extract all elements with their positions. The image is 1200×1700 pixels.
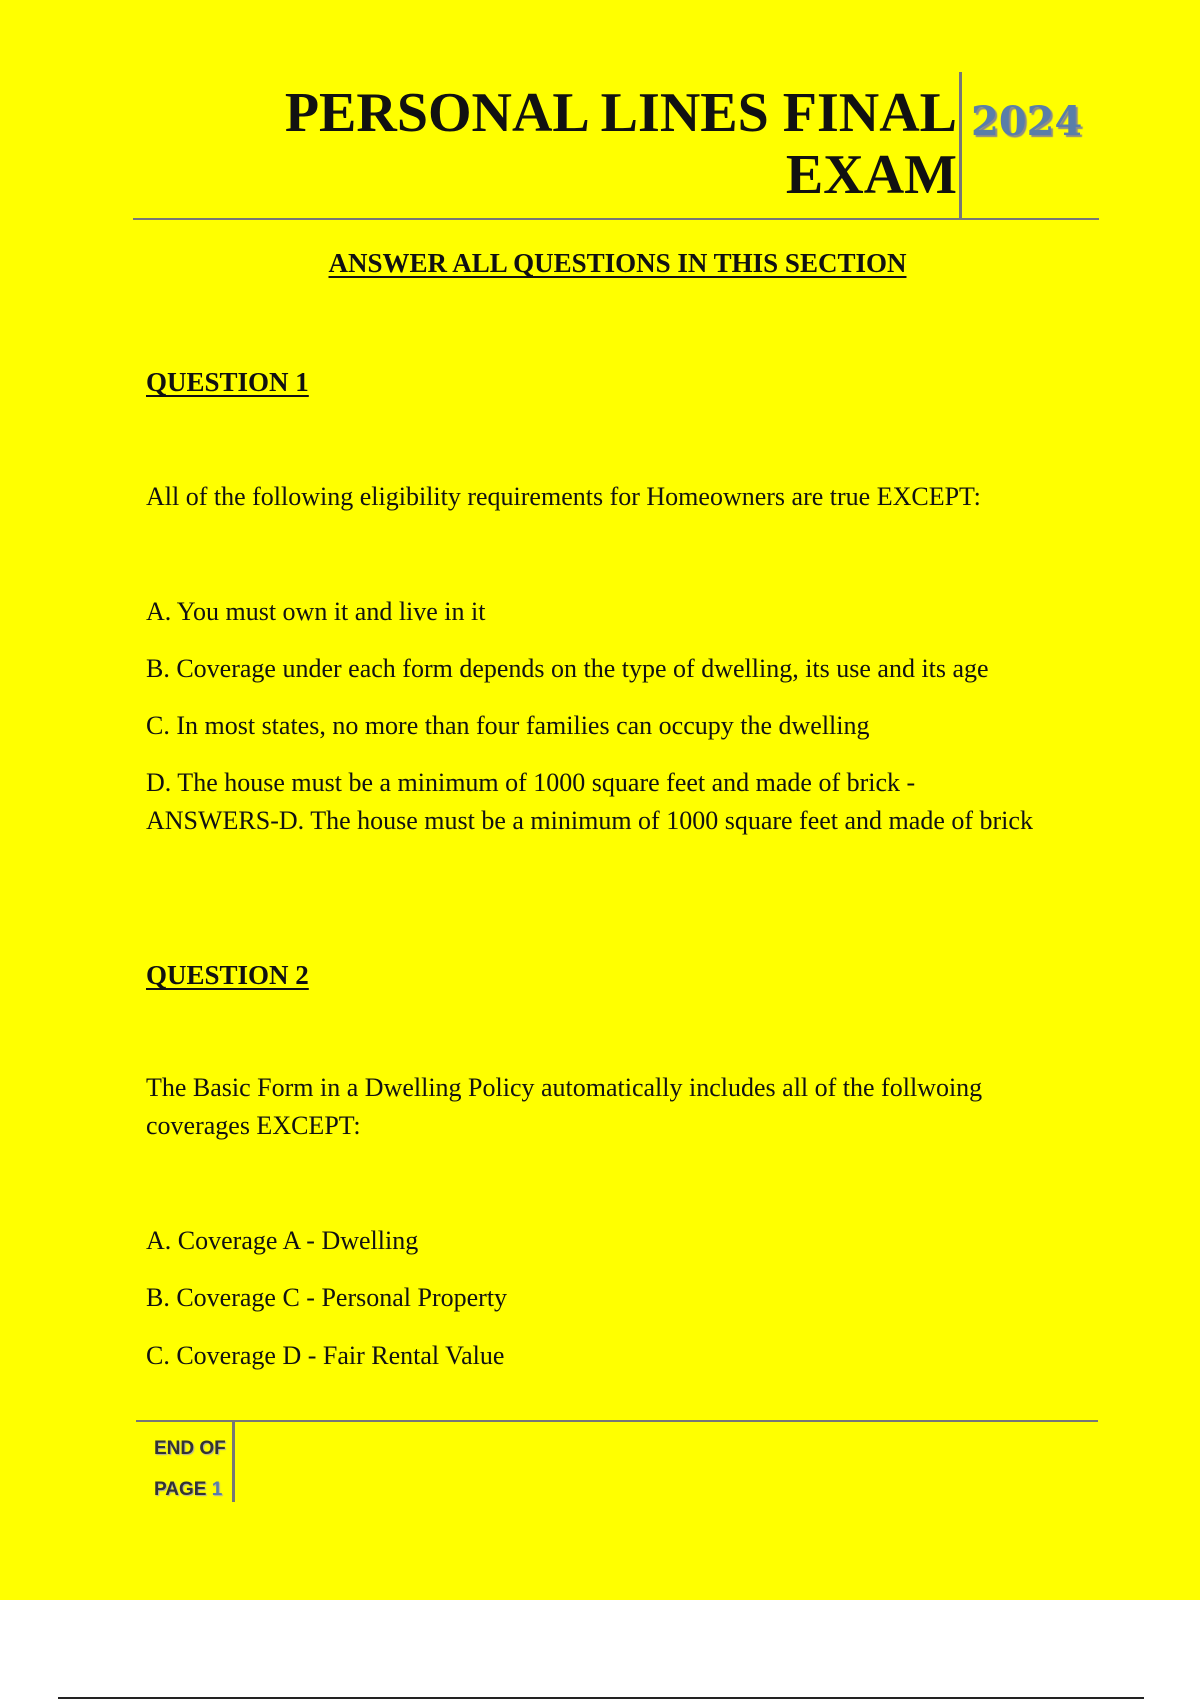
- bottom-rule: [58, 1697, 1144, 1699]
- question-1-option-c: C. In most states, no more than four families can occupy the dwelling: [146, 711, 870, 740]
- footer-end-of: END OF: [154, 1438, 226, 1459]
- footer-page-number: 1: [211, 1479, 223, 1500]
- question-2-option-b: B. Coverage C - Personal Property: [146, 1283, 508, 1312]
- question-1-option-b: B. Coverage under each form depends on the type of dwelling, its use and its age: [146, 654, 989, 683]
- question-1-prompt: All of the following eligibility requirements for Homeowners are true EXCEPT:: [146, 482, 981, 511]
- page-footer: [136, 1420, 1098, 1504]
- question-2-heading: QUESTION 2: [146, 960, 309, 990]
- exam-year: 2024: [971, 98, 1083, 145]
- question-1-heading: QUESTION 1: [146, 367, 309, 397]
- page-header: [133, 72, 1099, 220]
- exam-title-line-2: EXAM: [785, 144, 957, 206]
- question-2-option-a: A. Coverage A - Dwelling: [146, 1226, 419, 1255]
- footer-page-text: PAGE: [154, 1479, 207, 1500]
- section-heading: ANSWER ALL QUESTIONS IN THIS SECTION: [328, 248, 907, 278]
- question-2-option-c: C. Coverage D - Fair Rental Value: [146, 1341, 505, 1370]
- footer-page-label: [154, 1479, 222, 1501]
- question-2-prompt: The Basic Form in a Dwelling Policy automatically includes all of the follwoing coverages EXCEPT:: [146, 1073, 983, 1140]
- exam-title-line-1: PERSONAL LINES FINAL: [284, 82, 957, 144]
- header-divider: [959, 72, 962, 220]
- exam-title: [285, 82, 957, 206]
- question-1-option-d: D. The house must be a minimum of 1000 square feet and made of brick - ANSWERS-D. The house must be a minimum of 1000 square feet and made of brick: [146, 768, 1033, 835]
- question-1-option-a: A. You must own it and live in it: [146, 597, 486, 626]
- footer-divider: [232, 1422, 235, 1502]
